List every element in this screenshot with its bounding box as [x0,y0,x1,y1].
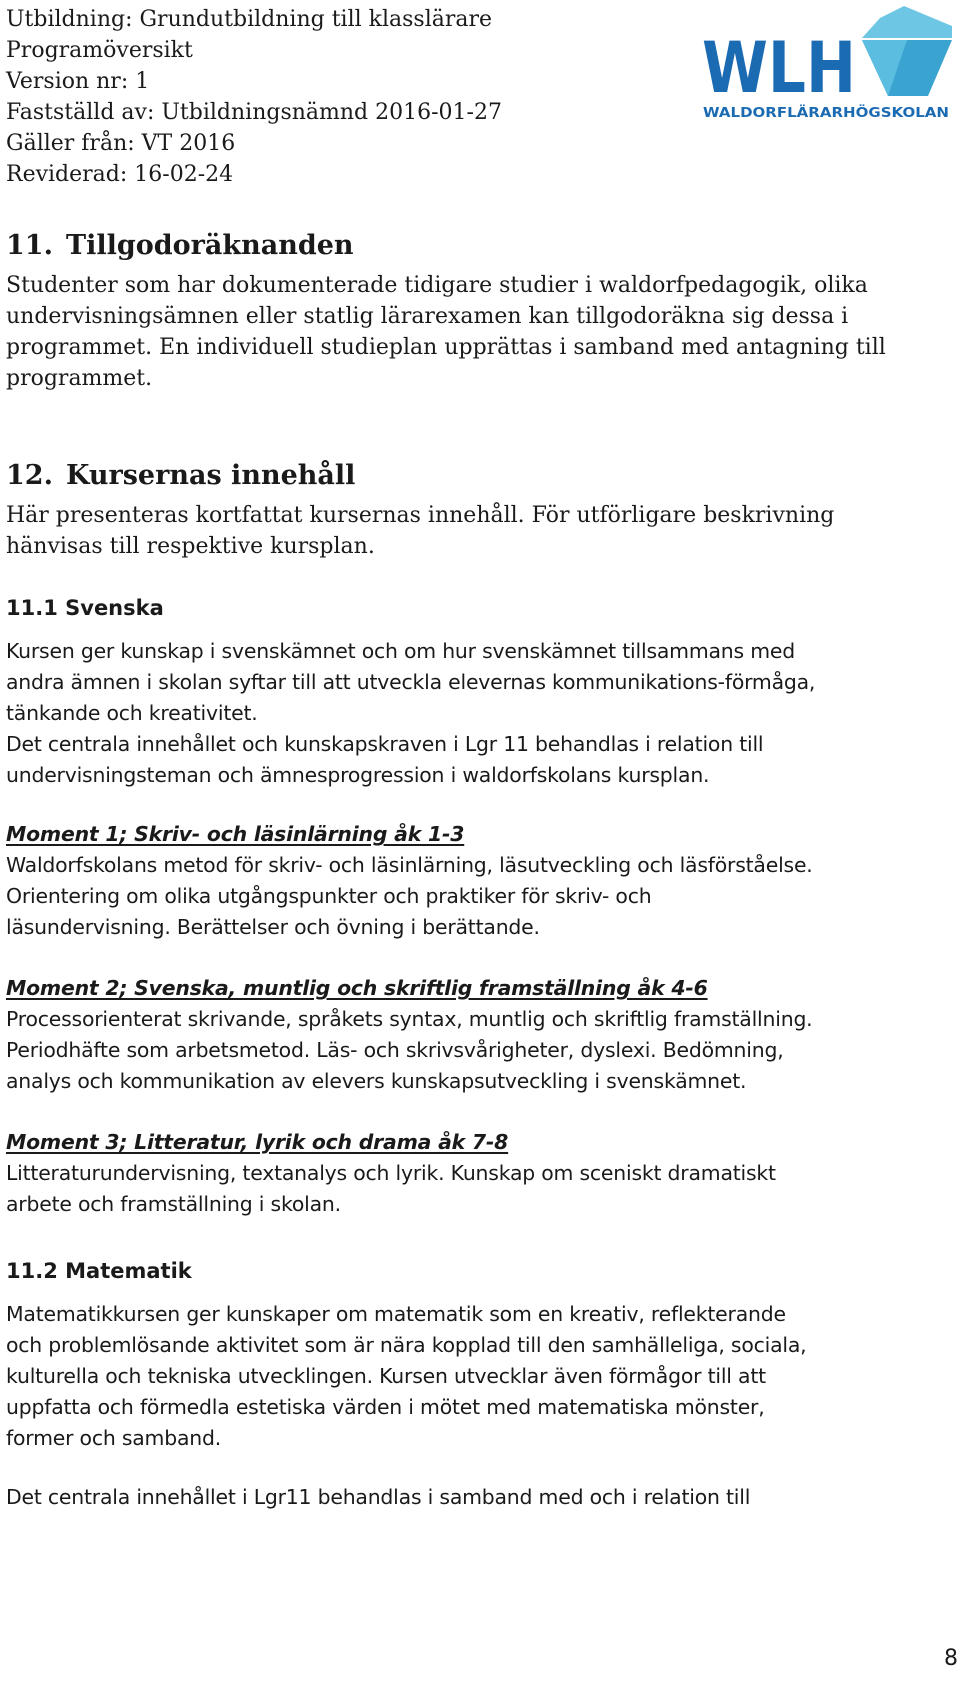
paragraph-line: andra ämnen i skolan syftar till att utveckla elevernas kommunikations-förmåga, [6,670,816,694]
wlh-logo [702,4,960,122]
paragraph-line: Det centrala innehållet och kunskapskraven i Lgr 11 behandlas i relation till [6,732,764,756]
paragraph-line: Det centrala innehållet i Lgr11 behandlas i samband med och i relation till [6,1485,751,1509]
paragraph-line: tänkande och kreativitet. [6,701,258,725]
paragraph-line: Kursen ger kunskap i svenskämnet och om hur svenskämnet tillsammans med [6,639,795,663]
header-line-education: Utbildning: Grundutbildning till klasslärare [6,7,493,32]
logo-subtitle: WALDORFLÄRARHÖGSKOLAN [703,105,925,121]
moment-title: Moment 2; Svenska, muntlig och skriftlig framställning åk 4-6 [6,976,708,1000]
section-title: Kursernas innehåll [66,460,356,491]
section-title: Tillgodoräknanden [66,230,354,261]
moment-title: Moment 3; Litteratur, lyrik och drama åk 7-8 [6,1130,509,1154]
paragraph-line: läsundervisning. Berättelser och övning i berättande. [6,915,540,939]
moment-3 [6,1127,951,1220]
paragraph-line: Litteraturundervisning, textanalys och lyrik. Kunskap om sceniskt dramatiskt [6,1161,776,1185]
paragraph-line: former och samband. [6,1426,222,1450]
moment-1 [6,819,951,943]
paragraph-tillgodoraknanden [6,270,951,394]
paragraph-line: Matematikkursen ger kunskaper om matematik som en kreativ, reflekterande [6,1302,786,1326]
paragraph-kursernas-innehall [6,500,951,562]
header-line-version: Version nr: 1 [6,69,150,94]
paragraph-line: Waldorfskolans metod för skriv- och läsinlärning, läsutveckling och läsförståelse. [6,853,813,877]
section-number: 11. [6,230,53,261]
subsection-heading-svenska: 11.1 Svenska [6,596,164,620]
paragraph-line: Här presenteras kortfattat kursernas innehåll. För utförligare beskrivning [6,503,835,528]
logo-letters: WLH [702,27,856,109]
logo-pentagon-icon [862,6,952,38]
paragraph-matematik-continued [6,1482,951,1513]
paragraph-line: Processorienterat skrivande, språkets syntax, muntlig och skriftlig framställning. [6,1007,813,1031]
header-line-approved: Fastställd av: Utbildningsnämnd 2016-01-27 [6,100,502,125]
document-header [6,4,502,190]
paragraph-line: undervisningsteman och ämnesprogression i waldorfskolans kursplan. [6,763,710,787]
paragraph-svenska [6,636,951,791]
paragraph-line: hänvisas till respektive kursplan. [6,534,375,559]
paragraph-line: uppfatta och förmedla estetiska värden i mötet med matematiska mönster, [6,1395,765,1419]
moment-title: Moment 1; Skriv- och läsinlärning åk 1-3 [6,822,465,846]
paragraph-matematik [6,1299,951,1454]
paragraph-line: kulturella och tekniska utvecklingen. Kursen utvecklar även förmågor till att [6,1364,766,1388]
paragraph-line: programmet. [6,366,153,391]
paragraph-line: undervisningsämnen eller statlig lärarexamen kan tillgodoräkna sig dessa i [6,304,849,329]
paragraph-line: analys och kommunikation av elevers kunskapsutveckling i svenskämnet. [6,1069,747,1093]
header-line-overview: Programöversikt [6,38,193,63]
paragraph-line: och problemlösande aktivitet som är nära kopplad till den samhälleliga, sociala, [6,1333,807,1357]
section-number: 12. [6,460,53,491]
subsection-heading-matematik: 11.2 Matematik [6,1259,192,1283]
header-line-revised: Reviderad: 16-02-24 [6,162,234,187]
document-content [6,224,951,1513]
paragraph-line: arbete och framställning i skolan. [6,1192,341,1216]
paragraph-line: programmet. En individuell studieplan upprättas i samband med antagning till [6,335,886,360]
header-line-valid-from: Gäller från: VT 2016 [6,131,236,156]
section-heading-11 [6,224,951,268]
paragraph-line: Periodhäfte som arbetsmetod. Läs- och skrivsvårigheter, dyslexi. Bedömning, [6,1038,784,1062]
moment-2 [6,973,951,1097]
page-number: 8 [944,1646,958,1671]
paragraph-line: Studenter som har dokumenterade tidigare studier i waldorfpedagogik, olika [6,273,868,298]
section-heading-12 [6,454,951,498]
paragraph-line: Orientering om olika utgångspunkter och praktiker för skriv- och [6,884,652,908]
